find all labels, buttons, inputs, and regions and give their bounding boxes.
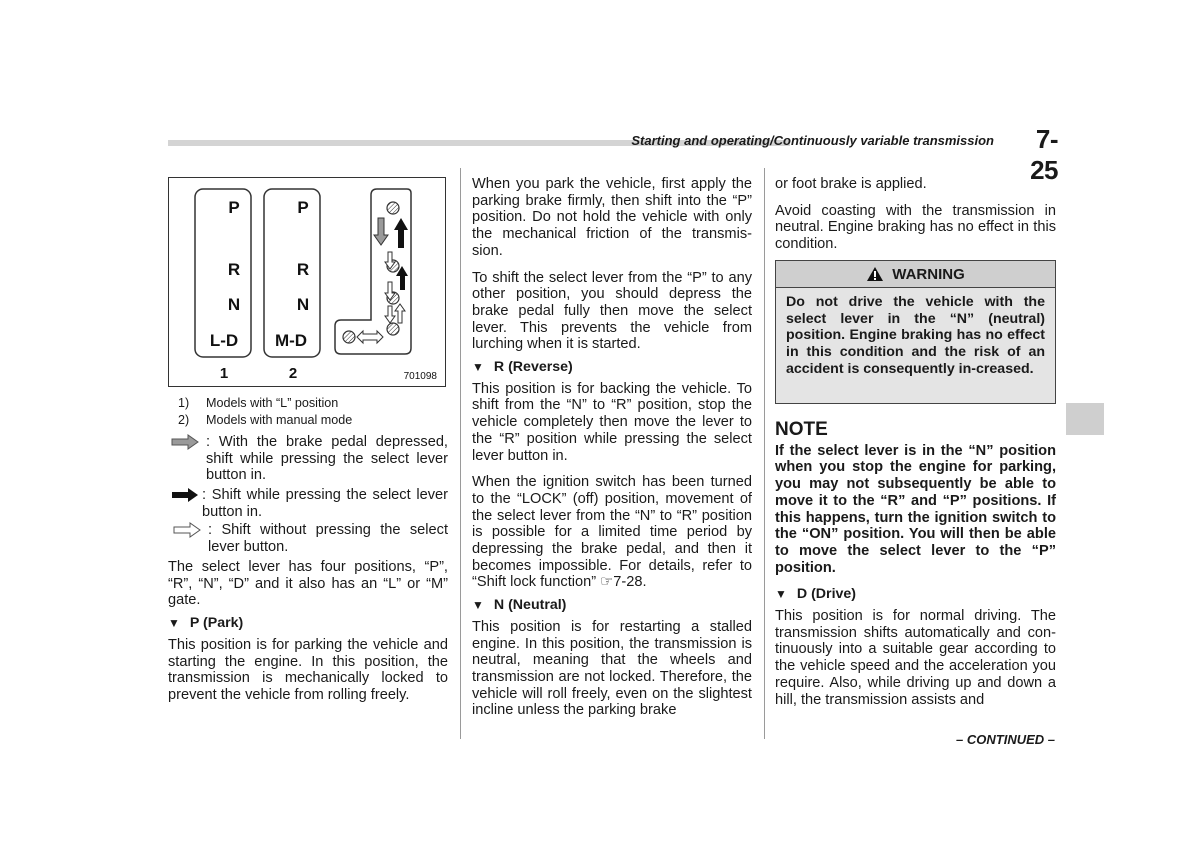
d-position-dot [387,323,399,335]
continued-label: – CONTINUED – [956,732,1055,747]
legend-black-arrow: : Shift while pressing the select lever button in. [170,487,450,521]
park-text: This position is for parking the vehicle and starting the engine. In this position, the transmission is mechanically locked to prevent the vehicle from rolling freely. [168,636,448,703]
gate1-n: N [227,295,241,314]
park-paragraph: When you park the vehicle, first apply the parking brake firmly, then shift into the “P” position. Do not hold the vehicle with only the mechanical friction of the transmis-sion. [472,176,752,259]
warning-title: WARNING [892,265,965,283]
park-heading: ▼ P (Park) [168,615,244,632]
caption-2: 2) Models with manual mode [178,412,353,427]
black-arrow-icon [170,487,200,503]
note-title: NOTE [775,419,828,440]
figure-code: 701098 [403,371,437,382]
warning-text: Do not drive the vehicle with the select lever in the “N” (neutral) position. Engine braking has no effect in this condition and the risk of an accident is consequently in-creased. [786,294,1045,377]
outline-arrow-down-3 [385,306,395,323]
shift-from-p-paragraph: To shift the select lever from the “P” to any other position, you should depress the brake pedal fully then move the select lever. This prevents the vehicle from lurching when it is started. [472,269,752,353]
ignition-lock-paragraph: When the ignition switch has been turned to the “LOCK” (off) position, movement of the select lever from the “N” to “R” position is possible for a limited time period by depressing the brake pedal, and then it becomes impossible. For details, refer to “Shift lock function” ☞7-28. [472,474,752,591]
gate2-md: M-D [274,331,308,350]
outline-double-arrow [357,331,383,343]
column-3-lower [775,419,1056,718]
outline-arrow-up-3 [395,304,405,323]
warning-icon [866,266,884,282]
foot-brake-text: or foot brake is applied. [775,176,927,192]
p-position-dot [387,202,399,214]
section-title: Starting and operating/Continuously variable transmission [631,133,994,148]
gate2-n: N [296,295,310,314]
legend-gray-arrow: : With the brake pedal depressed, shift while pressing the select lever button in. [170,434,450,484]
neutral-text: This position is for restarting a stalled engine. In this position, the transmission is neutral, meaning that the wheels and transmission are not locked. Therefore, the vehicle will roll freely, even on the slightest incline unless the parking brake [472,618,752,719]
note-text: If the select lever is in the “N” position when you stop the engine for parking, you may not subsequently be able to move it to the “R” and “P” positions. If this happens, turn the ignition switch to the “ON” position. You will then be able to move the select lever to the “P” position. [775,442,1056,576]
page-number: 7-25 [1030,124,1058,185]
reverse-heading: ▼ R (Reverse) [472,359,573,376]
shift-gate-figure [168,177,446,387]
column-1 [168,559,448,714]
column-divider [460,168,461,739]
caption-1: 1) Models with “L” position [178,396,339,410]
coasting-text: Avoid coasting with the transmission in neutral. Engine braking has no effect in this condition. [775,202,1056,253]
black-arrow-up-1 [394,218,408,248]
gate2-r: R [296,260,310,279]
thumb-tab [1066,403,1104,435]
gate1-r: R [227,260,241,279]
drive-text: This position is for normal driving. The transmission shifts automatically and con-tinuously into a suitable gear according to the vehicle speed and the acceleration you require. Also, while driving up and down a hill, the transmission assists and [775,608,1056,708]
gate1-ld: L-D [209,331,239,350]
md-position-dot [343,331,355,343]
drive-heading: ▼ D (Drive) [775,586,857,603]
column-2 [472,176,752,729]
figure-label-2: 2 [288,365,298,382]
outline-arrow-icon [170,522,202,538]
column-3 [775,176,1056,263]
intro-text: The select lever has four positions, “P”, “R”, “N”, “D” and it also has an “L” or “M” gate. [168,559,448,609]
warning-box [775,260,1056,404]
shift-gate-diagram [169,178,445,386]
warning-header [776,261,1055,288]
gray-arrow-down-1 [374,218,388,245]
gray-arrow-icon [170,434,200,450]
figure-captions [178,395,352,428]
reverse-text: This position is for backing the vehicle. To shift from the “N” to “R” position, stop the vehicle completely then move the lever to the “R” position while pressing the select lever button in. [472,380,752,464]
figure-label-1: 1 [219,365,229,382]
gate1-p: P [228,198,240,217]
legend-outline-arrow: : Shift without pressing the select lever button. [170,522,450,556]
column-divider [764,168,765,739]
neutral-heading: ▼ N (Neutral) [472,597,567,614]
gate2-p: P [297,198,309,217]
